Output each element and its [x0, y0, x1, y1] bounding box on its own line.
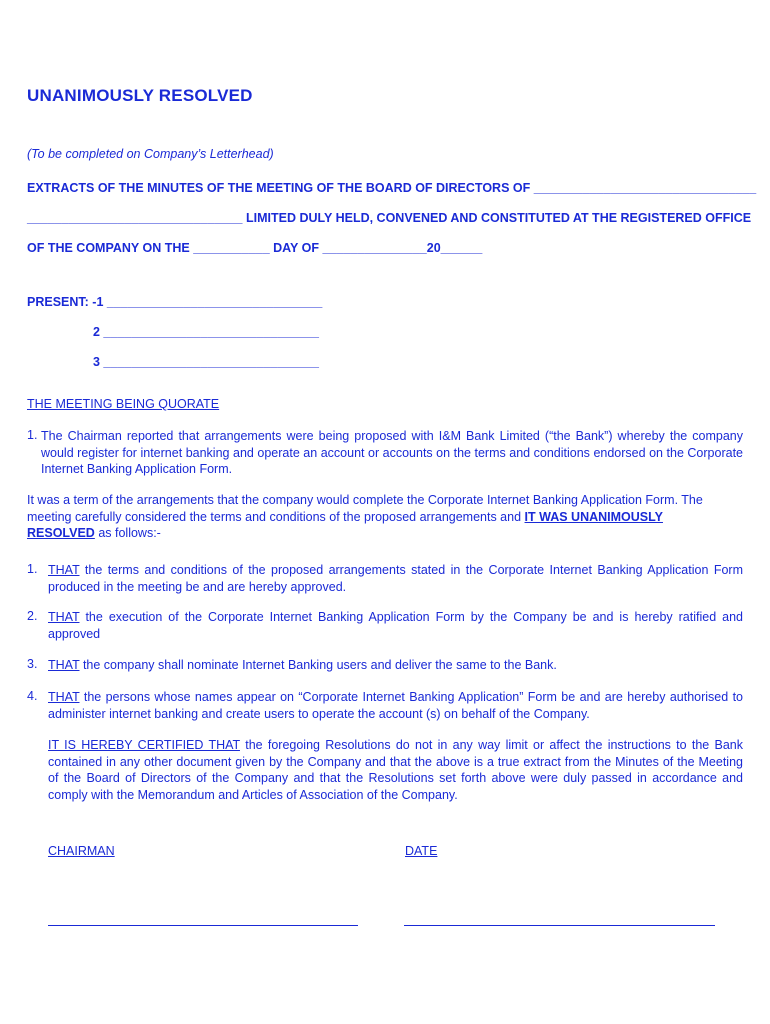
quorate-heading: THE MEETING BEING QUORATE — [27, 397, 220, 411]
resolution-4 — [48, 689, 743, 722]
resolution-2 — [48, 609, 743, 642]
resolution-text: the execution of the Corporate Internet Banking Application Form by the Company be and is hereby ratified and approved — [48, 610, 743, 641]
date-label: DATE — [405, 844, 438, 858]
chairman-report-text: The Chairman reported that arrangements were being proposed with I&M Bank Limited (“the Bank”) whereby the company would register for internet banking and operate an account or accounts on the terms and conditions endorsed on the Corporate Internet Banking Application Form. — [41, 429, 743, 476]
that-label: THAT — [48, 658, 80, 672]
resolution-number: 3. — [27, 657, 38, 671]
present-line-2: 2 _______________________________ — [93, 325, 319, 339]
arrangement-text: It was a term of the arrangements that the company would complete the Corporate Internet Banking Application Form. The meeting carefully considered the terms and conditions of the proposed arrangements and — [27, 493, 703, 524]
arrangement-paragraph — [27, 492, 727, 542]
resolution-text: the persons whose names appear on “Corporate Internet Banking Application” Form be and are hereby authorised to administer internet banking and create users to operate the account (s) on behalf of the Company. — [48, 690, 743, 721]
resolved-label: IT WAS UNANIMOUSLY RESOLVED — [27, 509, 663, 540]
present-line-1: PRESENT: -1 _______________________________ — [27, 295, 323, 309]
chairman-signature-line — [48, 925, 358, 926]
extract-line-2: _______________________________ LIMITED DULY HELD, CONVENED AND CONSTITUTED AT THE REGISTERED OFFICE — [27, 211, 752, 225]
resolution-number: 1. — [27, 562, 38, 576]
page-title: UNANIMOUSLY RESOLVED — [27, 86, 253, 105]
resolution-text: the company shall nominate Internet Banking users and deliver the same to the Bank. — [79, 658, 557, 672]
extract-line-3: OF THE COMPANY ON THE ___________ DAY OF _______________20______ — [27, 241, 483, 255]
resolution-number: 4. — [27, 689, 38, 703]
report-number: 1. — [27, 428, 38, 442]
resolution-1 — [48, 562, 743, 595]
resolution-text: the terms and conditions of the proposed arrangements stated in the Corporate Internet Banking Application Form produced in the meeting be and are hereby approved. — [48, 563, 743, 594]
date-signature-line — [404, 925, 715, 926]
certification-label: IT IS HEREBY CERTIFIED THAT — [48, 738, 240, 752]
that-label: THAT — [48, 563, 80, 577]
resolution-3 — [48, 657, 743, 674]
letterhead-note: (To be completed on Company’s Letterhead) — [27, 147, 274, 161]
certification-paragraph — [48, 737, 743, 803]
that-label: THAT — [48, 690, 80, 704]
arrangement-text-end: as follows:- — [94, 526, 161, 540]
resolution-number: 2. — [27, 609, 38, 623]
present-line-3: 3 _______________________________ — [93, 355, 319, 369]
extract-line-1: EXTRACTS OF THE MINUTES OF THE MEETING OF THE BOARD OF DIRECTORS OF ________________________________ — [27, 181, 757, 195]
that-label: THAT — [48, 610, 80, 624]
chairman-label: CHAIRMAN — [48, 844, 115, 858]
certification-text: the foregoing Resolutions do not in any way limit or affect the instructions to the Bank contained in any other document given by the Company and that the above is a true extract from the Minutes of the Meeting of the Board of Directors of the Company and that the Resolutions set forth above were duly passed in accordance and comply with the Memorandum and Articles of Association of the Company. — [48, 738, 744, 802]
